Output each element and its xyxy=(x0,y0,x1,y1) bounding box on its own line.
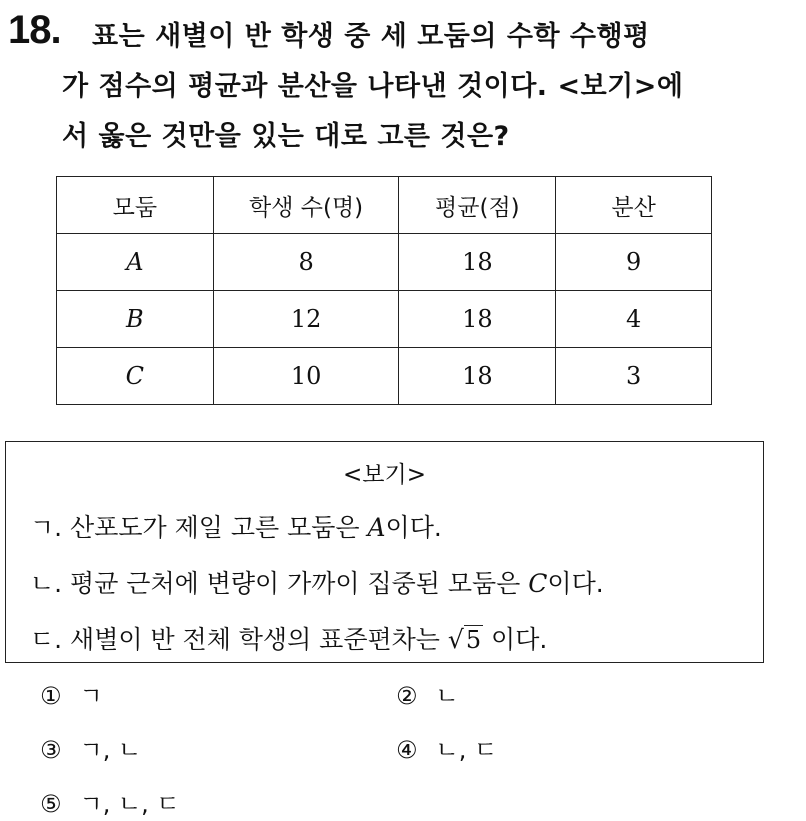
cell-group: A xyxy=(57,234,214,291)
choice-3-number: ③ xyxy=(40,736,62,764)
question-text-line-3: 서 옳은 것만을 있는 대로 고른 것은? xyxy=(62,121,510,152)
cell-students: 12 xyxy=(213,291,399,348)
header-variance: 분산 xyxy=(556,177,712,234)
score-table xyxy=(56,176,712,405)
choice-2-number: ② xyxy=(396,682,418,710)
statement-2 xyxy=(30,564,604,600)
choice-1[interactable] xyxy=(40,676,103,711)
cell-group: C xyxy=(57,348,214,405)
table-row xyxy=(57,234,712,291)
bogi-box xyxy=(5,441,764,663)
cell-students: 8 xyxy=(213,234,399,291)
cell-variance: 9 xyxy=(556,234,712,291)
choice-1-number: ① xyxy=(40,682,62,710)
statement-1-var: A xyxy=(367,513,386,542)
header-mean: 평균(점) xyxy=(399,177,556,234)
statement-3 xyxy=(30,620,547,656)
choice-2[interactable] xyxy=(396,676,459,711)
choice-1-label: ㄱ xyxy=(79,682,103,710)
choice-3-label: ㄱ, ㄴ xyxy=(79,736,142,764)
cell-mean: 18 xyxy=(399,234,556,291)
sqrt-sign: √ xyxy=(447,625,464,654)
statement-2-var: C xyxy=(528,569,548,598)
table-row xyxy=(57,348,712,405)
statement-1-prefix: ㄱ. 산포도가 제일 고른 모둠은 xyxy=(30,513,368,542)
cell-mean: 18 xyxy=(399,291,556,348)
choice-2-label: ㄴ xyxy=(435,682,459,710)
cell-students: 10 xyxy=(213,348,399,405)
statement-1-suffix: 이다. xyxy=(385,513,442,542)
choice-4-label: ㄴ, ㄷ xyxy=(435,736,498,764)
sqrt-expression xyxy=(448,625,483,654)
header-group: 모둠 xyxy=(57,177,214,234)
bogi-title: <보기> xyxy=(343,462,426,488)
table-header-row xyxy=(57,177,712,234)
cell-variance: 3 xyxy=(556,348,712,405)
sqrt-radicand: 5 xyxy=(465,626,482,654)
choice-5-number: ⑤ xyxy=(40,790,62,818)
choice-4[interactable] xyxy=(396,730,497,765)
choice-3[interactable] xyxy=(40,730,141,765)
statement-2-prefix: ㄴ. 평균 근처에 변량이 가까이 집중된 모둠은 xyxy=(30,569,529,598)
question-number: 18. xyxy=(8,8,61,52)
choice-5[interactable] xyxy=(40,784,180,819)
question-text-line-1: 표는 새별이 반 학생 중 세 모둠의 수학 수행평 xyxy=(92,21,650,52)
cell-variance: 4 xyxy=(556,291,712,348)
table-row xyxy=(57,291,712,348)
cell-group: B xyxy=(57,291,214,348)
question-text-line-2: 가 점수의 평균과 분산을 나타낸 것이다. <보기>에 xyxy=(62,71,684,102)
statement-1 xyxy=(30,508,442,544)
statement-3-prefix: ㄷ. 새별이 반 전체 학생의 표준편차는 xyxy=(30,625,448,654)
choice-4-number: ④ xyxy=(396,736,418,764)
cell-mean: 18 xyxy=(399,348,556,405)
statement-2-suffix: 이다. xyxy=(547,569,604,598)
header-students: 학생 수(명) xyxy=(213,177,399,234)
statement-3-suffix: 이다. xyxy=(483,625,548,654)
choice-5-label: ㄱ, ㄴ, ㄷ xyxy=(79,790,180,818)
